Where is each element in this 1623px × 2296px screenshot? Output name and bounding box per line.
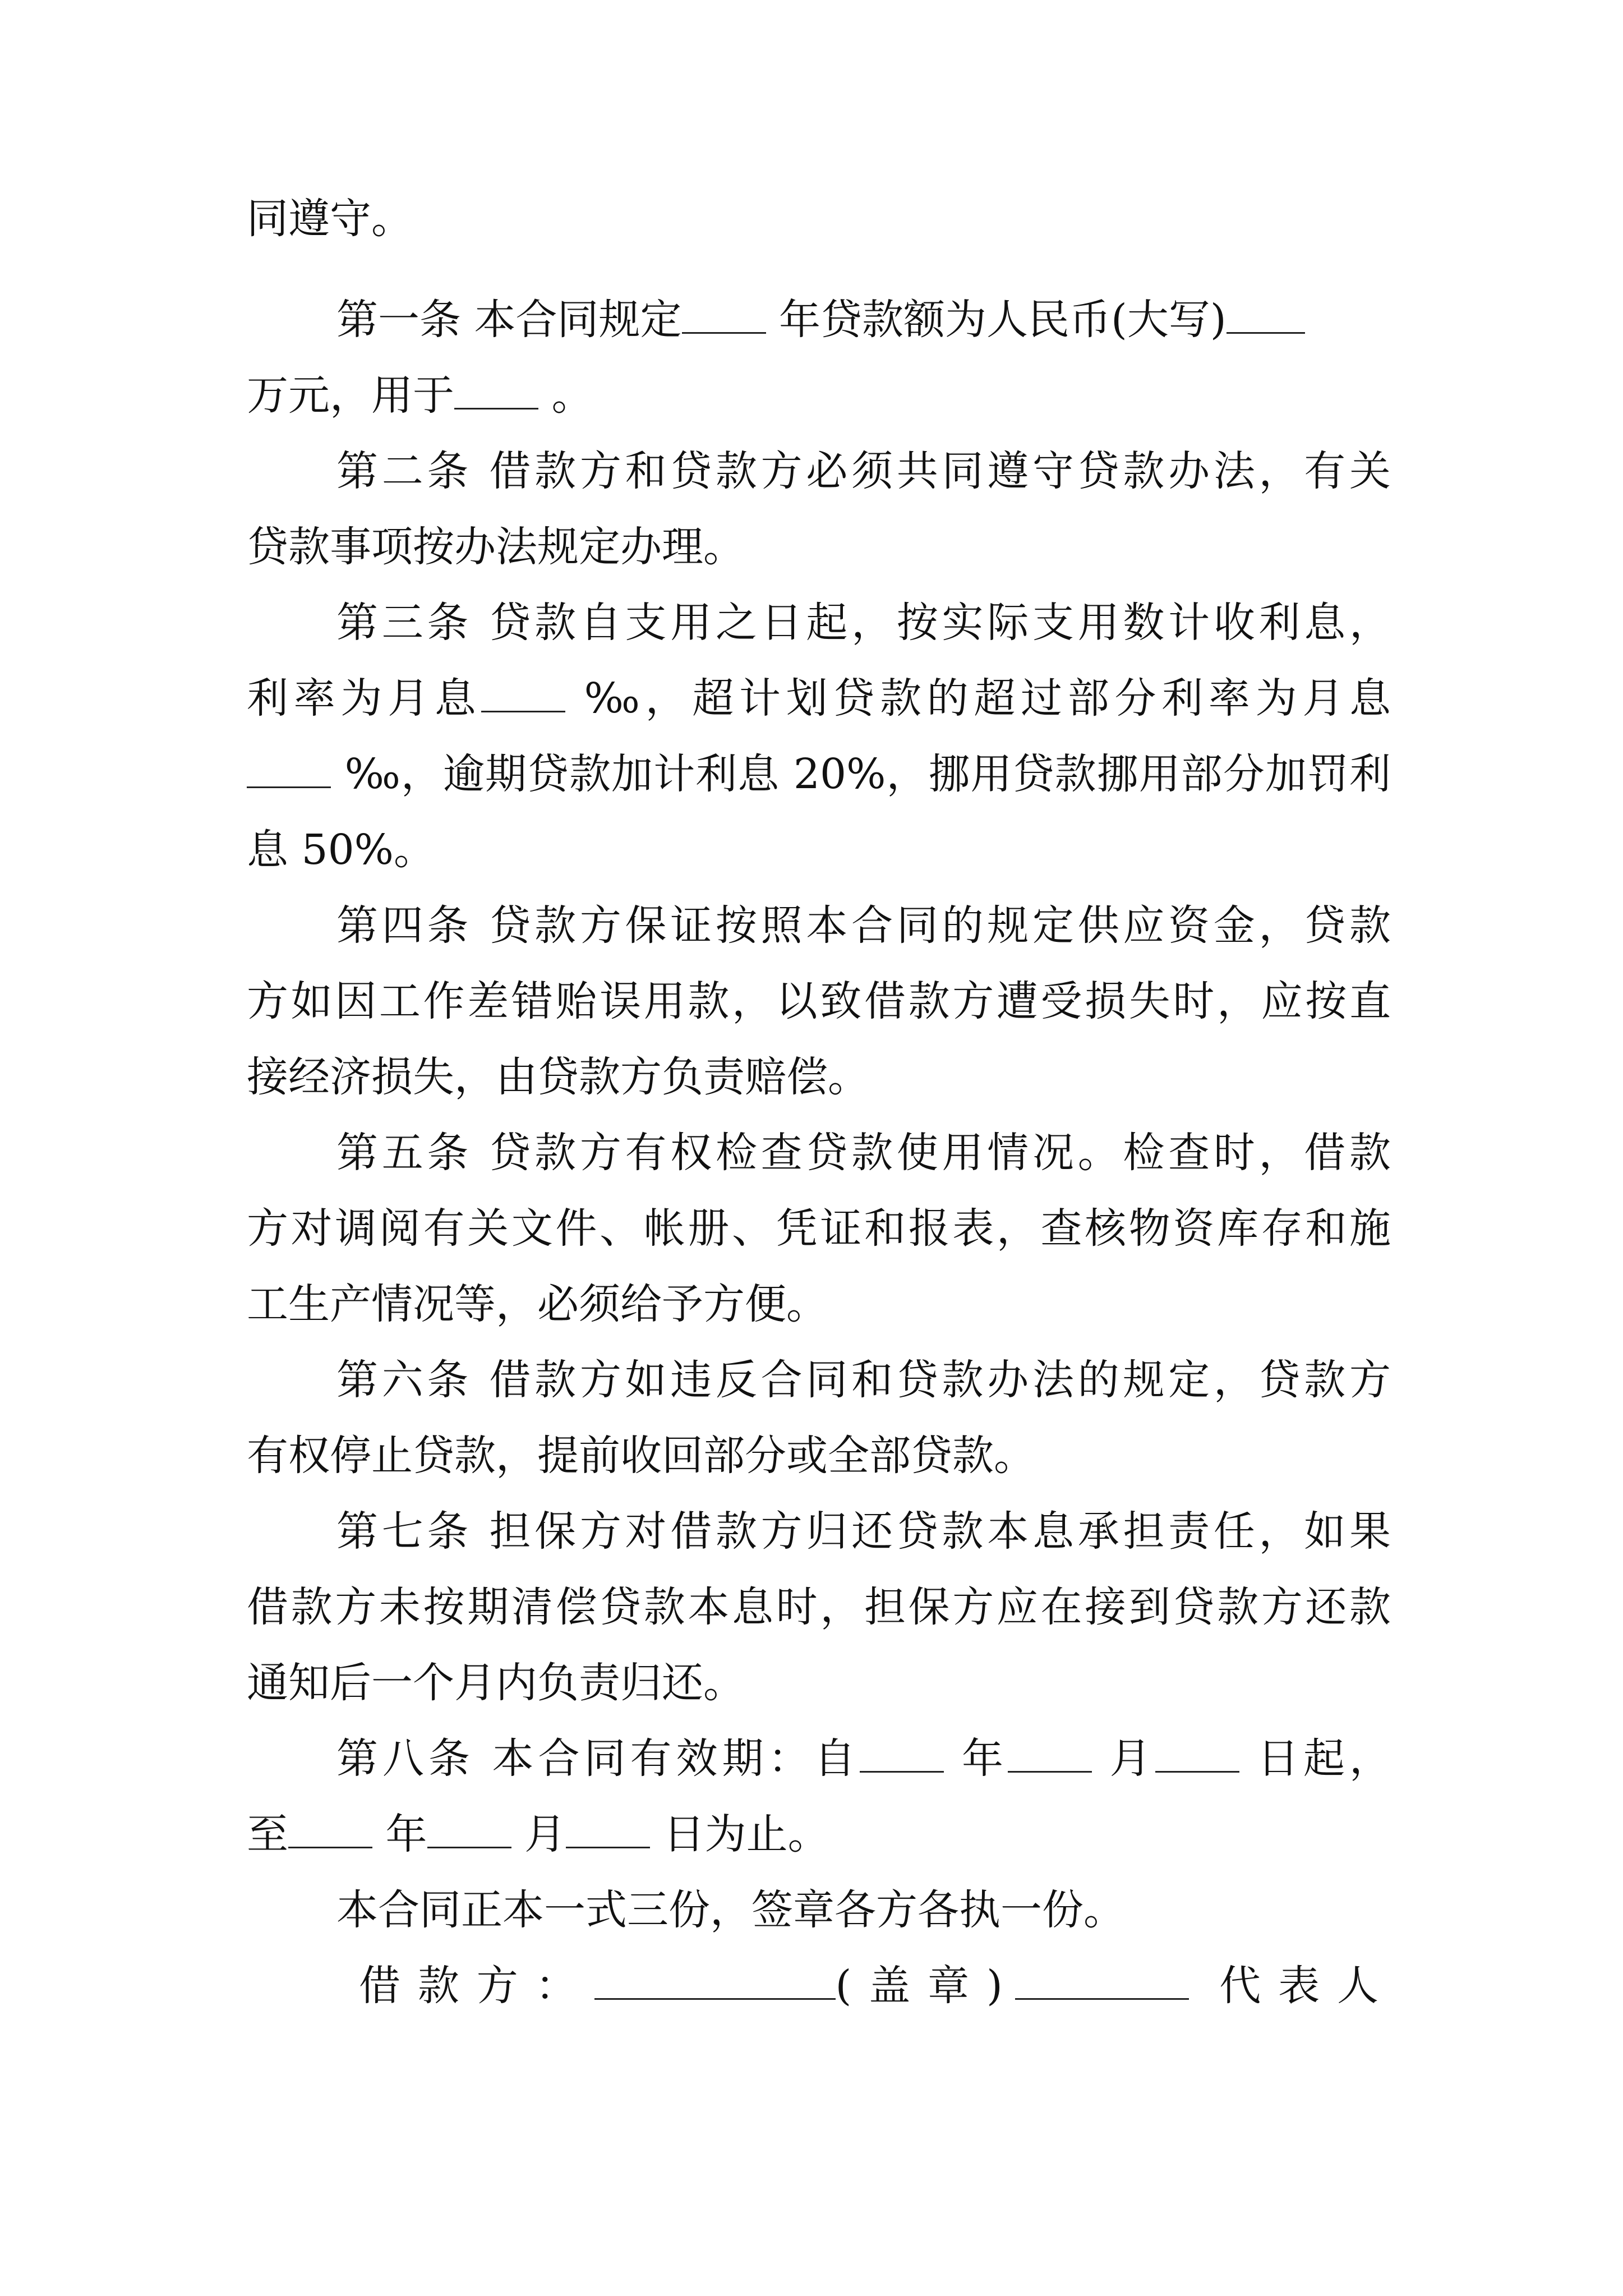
text: 方如因工作差错贻误用款，以致借款方遭受损失时，应按直 (247, 977, 1391, 1025)
article-1-line-1 (336, 292, 1391, 348)
blank-field[interactable] (682, 293, 766, 334)
text: 工生产情况等，必须给予方便。 (247, 1280, 828, 1328)
article-3-line-4 (247, 822, 1391, 878)
blank-field[interactable] (1155, 1732, 1239, 1773)
article-5-line-3 (247, 1276, 1391, 1332)
article-2-line-2 (247, 519, 1391, 575)
text: 年 (944, 1734, 1008, 1783)
text: 利率为月息 (247, 674, 482, 723)
article-2-line-1 (336, 443, 1391, 499)
blank-field[interactable] (481, 671, 565, 712)
text: 月 (1091, 1734, 1156, 1783)
text: 年 (372, 1810, 427, 1858)
text: 借款方未按期清偿贷款本息时，担保方应在接到贷款方还款 (247, 1583, 1391, 1631)
blank-field[interactable] (288, 1807, 372, 1848)
article-5-line-2 (247, 1200, 1391, 1257)
article-7-line-1 (336, 1503, 1391, 1559)
text: 贷款事项按办法规定办理。 (247, 523, 745, 571)
copies-statement (336, 1882, 1391, 1938)
article-8-line-1 (336, 1731, 1391, 1787)
article-6-line-2 (247, 1428, 1391, 1484)
text: 第七条 担保方对借款方归还贷款本息承担责任，如果 (336, 1507, 1391, 1556)
text: 通知后一个月内负责归还。 (247, 1659, 745, 1707)
text: 本合同正本一式三份，签章各方各执一份。 (336, 1886, 1125, 1934)
seal-field[interactable] (1015, 1959, 1189, 2000)
article-7-line-2 (247, 1579, 1391, 1635)
text: 第五条 贷款方有权检查贷款使用情况。检查时，借款 (336, 1129, 1391, 1177)
blank-field[interactable] (860, 1732, 944, 1773)
article-7-line-3 (247, 1655, 1391, 1711)
article-8-line-2 (247, 1806, 1391, 1862)
text: ‰，超计划贷款的超过部分利率为月息 (565, 674, 1391, 723)
article-5-line-1 (336, 1125, 1391, 1181)
text: 万元，用于 (247, 371, 454, 420)
borrower-signature-field[interactable] (594, 1959, 836, 2000)
article-4-line-3 (247, 1049, 1391, 1105)
text: 有权停止贷款，提前收回部分或全部贷款。 (247, 1432, 1035, 1480)
article-3-line-1 (336, 595, 1391, 651)
seal-label: (盖章) (835, 1962, 1015, 2010)
article-3-line-3 (247, 746, 1391, 802)
text: 第六条 借款方如违反合同和贷款办法的规定，贷款方 (336, 1356, 1391, 1404)
blank-field[interactable] (427, 1807, 511, 1848)
text: 第二条 借款方和贷款方必须共同遵守贷款办法，有关 (336, 447, 1391, 495)
text: 至 (247, 1810, 288, 1858)
text: 同遵守。 (247, 195, 413, 243)
blank-field[interactable] (247, 747, 331, 788)
text: 第八条 本合同有效期：自 (336, 1734, 860, 1783)
representative-label: 代表人 (1188, 1962, 1391, 2010)
text: 日起， (1239, 1734, 1391, 1783)
paragraph-line (247, 191, 1391, 247)
article-4-line-2 (247, 973, 1391, 1029)
article-6-line-1 (336, 1352, 1391, 1408)
text: 年贷款额为人民币(大写) (766, 296, 1227, 344)
text: 第四条 贷款方保证按照本合同的规定供应资金，贷款 (336, 901, 1391, 950)
article-1-line-2 (247, 367, 1391, 424)
text: 第三条 贷款自支用之日起，按实际支用数计收利息， (336, 599, 1391, 647)
text: 日为止。 (650, 1810, 829, 1858)
text: 接经济损失，由贷款方负责赔偿。 (247, 1053, 869, 1101)
text: 息 50%。 (247, 826, 435, 874)
blank-field[interactable] (566, 1807, 650, 1848)
blank-field[interactable] (1008, 1732, 1092, 1773)
text: 。 (538, 371, 593, 420)
blank-field[interactable] (454, 369, 538, 409)
text: 月 (511, 1810, 566, 1858)
text: 第一条 本合同规定 (336, 296, 682, 344)
text: ‰，逾期贷款加计利息 20%，挪用贷款挪用部分加罚利 (331, 750, 1391, 798)
blank-field[interactable] (1227, 293, 1305, 334)
article-3-line-2 (247, 670, 1391, 726)
text: 方对调阅有关文件、帐册、凭证和报表，查核物资库存和施 (247, 1204, 1391, 1253)
borrower-label: 借款方： (359, 1962, 594, 2010)
article-4-line-1 (336, 898, 1391, 954)
signature-line (359, 1958, 1391, 2014)
